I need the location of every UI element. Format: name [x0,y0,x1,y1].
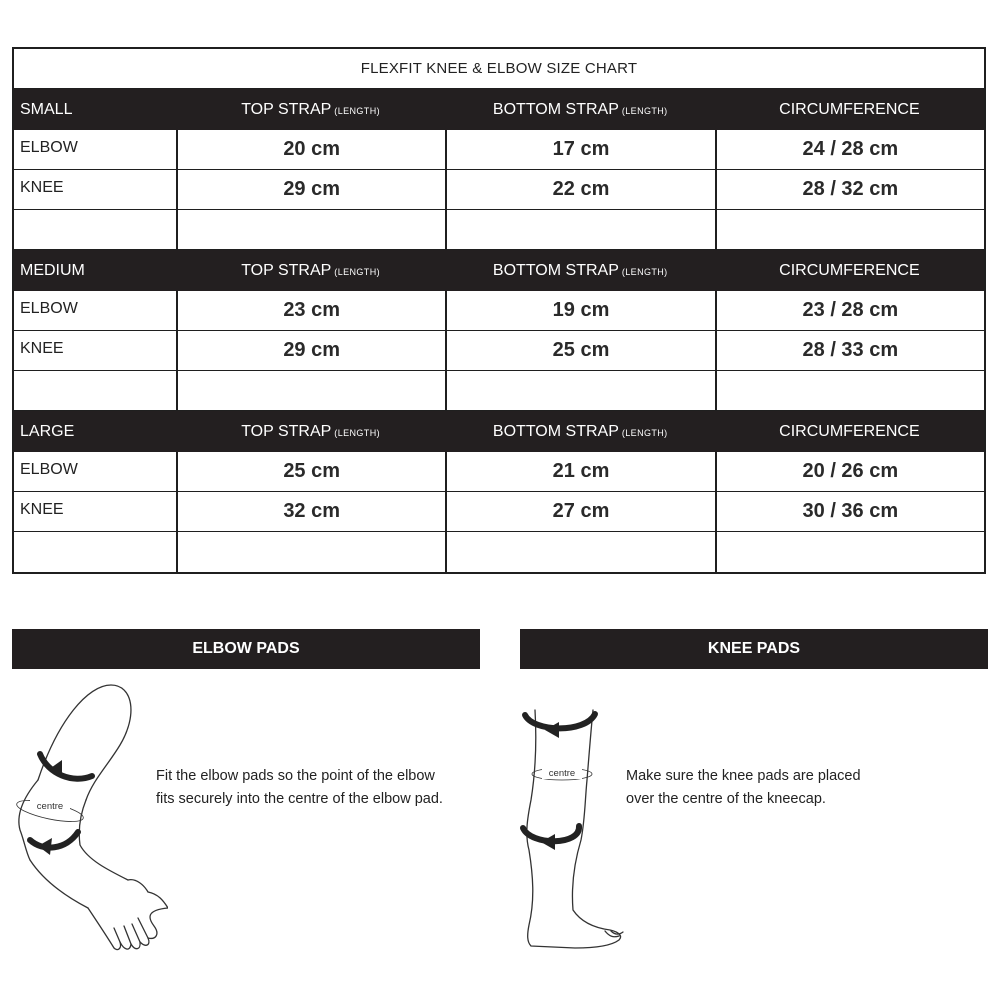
row-label: KNEE [20,340,64,357]
table-row [14,331,984,371]
table-row-empty [14,210,984,250]
row-label: KNEE [20,501,64,518]
table-row-empty [14,532,984,572]
col-top-strap: TOP STRAP (LENGTH) [241,100,380,118]
size-chart-table [12,47,986,574]
circumference-value: 20 / 26 cm [715,452,984,491]
size-label: SMALL [20,100,73,118]
row-label: KNEE [20,179,64,196]
top-strap-value: 20 cm [176,130,445,169]
elbow-instructions: Fit the elbow pads so the point of the elbow fits securely into the centre of the elbow pad. [156,768,443,807]
size-label: MEDIUM [20,261,85,279]
elbow-pads-heading: ELBOW PADS [12,629,480,669]
size-label: LARGE [20,422,75,440]
arm-illustration [8,680,168,955]
table-row [14,492,984,532]
table-row [14,170,984,210]
row-label: ELBOW [20,139,78,156]
row-label: ELBOW [20,461,78,478]
top-strap-value: 25 cm [176,452,445,491]
circumference-value: 30 / 36 cm [715,492,984,531]
circumference-value: 28 / 32 cm [715,170,984,209]
col-top-strap: TOP STRAP (LENGTH) [241,261,380,279]
col-bottom-strap: BOTTOM STRAP (LENGTH) [492,261,668,279]
table-row-empty [14,371,984,411]
bottom-strap-value: 25 cm [445,331,714,370]
bottom-strap-value: 22 cm [445,170,714,209]
top-strap-value: 32 cm [176,492,445,531]
circumference-value: 23 / 28 cm [715,291,984,330]
col-bottom-strap: BOTTOM STRAP (LENGTH) [492,100,668,118]
knee-pads-heading: KNEE PADS [520,629,988,669]
bottom-strap-value: 19 cm [445,291,714,330]
bottom-strap-value: 27 cm [445,492,714,531]
bottom-strap-value: 17 cm [445,130,714,169]
table-row [14,291,984,331]
elbow-centre-label: centre [36,801,64,812]
circumference-value: 28 / 33 cm [715,331,984,370]
section-header-small [14,89,984,130]
leg-illustration [515,700,630,955]
col-bottom-strap: BOTTOM STRAP (LENGTH) [492,422,668,440]
top-strap-value: 29 cm [176,170,445,209]
table-row [14,130,984,170]
col-top-strap: TOP STRAP (LENGTH) [241,422,380,440]
knee-centre-label: centre [548,768,576,779]
col-circumference: CIRCUMFERENCE [779,422,920,440]
circumference-value: 24 / 28 cm [715,130,984,169]
row-label: ELBOW [20,300,78,317]
section-header-medium [14,250,984,291]
col-circumference: CIRCUMFERENCE [779,261,920,279]
chart-title: FLEXFIT KNEE & ELBOW SIZE CHART [14,49,984,89]
bottom-strap-value: 21 cm [445,452,714,491]
knee-instructions: Make sure the knee pads are placed over the centre of the kneecap. [626,768,861,807]
table-row [14,452,984,492]
top-strap-value: 23 cm [176,291,445,330]
section-header-large [14,411,984,452]
col-circumference: CIRCUMFERENCE [779,100,920,118]
top-strap-value: 29 cm [176,331,445,370]
